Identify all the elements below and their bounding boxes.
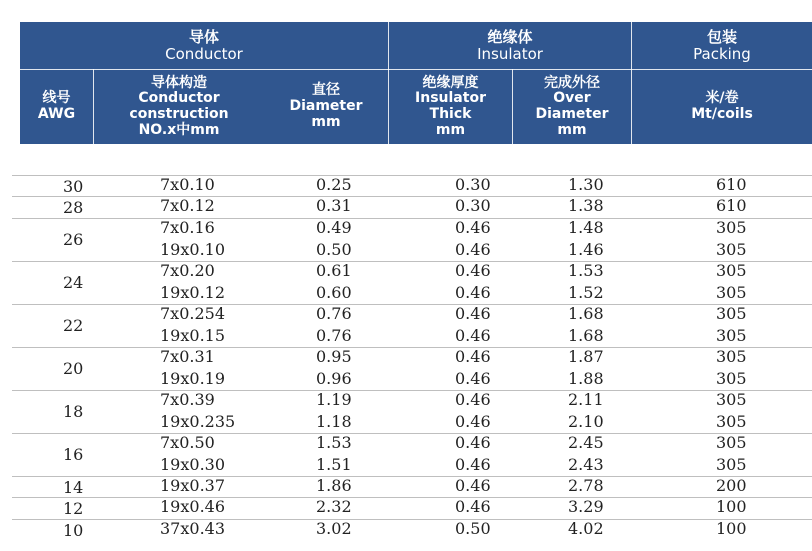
packing-cell: 305: [716, 455, 747, 474]
construction-cell: 7x0.12: [160, 196, 215, 215]
thick-cell: 0.30: [455, 175, 491, 194]
packing-group-zh: 包装: [706, 27, 737, 46]
diameter-cell: 2.32: [316, 497, 352, 516]
diameter-cell: 0.96: [316, 369, 352, 388]
over-cell: 1.68: [568, 304, 604, 323]
row-divider: [12, 196, 812, 197]
insulator-group-zh: 绝缘体: [487, 27, 533, 46]
row-divider: [12, 175, 812, 176]
over-cell: 2.10: [568, 412, 604, 431]
row-divider: [12, 476, 812, 477]
conductor-group-en: Conductor: [165, 44, 243, 63]
thick-cell: 0.46: [455, 433, 491, 452]
construction-cell: 7x0.31: [160, 347, 215, 366]
packing-header-en: Mt/coils: [691, 106, 753, 122]
thick-header-en1: Insulator: [415, 90, 486, 107]
packing-cell: 305: [716, 261, 747, 280]
row-divider: [12, 304, 812, 305]
awg-label: 22: [63, 316, 84, 335]
packing-cell: 305: [716, 326, 747, 345]
over-cell: 1.52: [568, 283, 604, 302]
construction-cell: 7x0.254: [160, 304, 226, 323]
diameter-cell: 0.76: [316, 304, 352, 323]
packing-cell: 305: [716, 412, 747, 431]
over-cell: 2.43: [568, 455, 604, 474]
over-cell: 2.11: [568, 390, 604, 409]
construction-cell: 7x0.16: [160, 218, 215, 237]
awg-label: 26: [63, 230, 84, 249]
thick-header-en2: Thick: [429, 106, 472, 122]
construction-cell: 19x0.10: [160, 240, 226, 259]
over-cell: 1.46: [568, 240, 604, 259]
awg-label: 16: [63, 445, 84, 464]
awg-label: 10: [63, 521, 84, 540]
thick-cell: 0.46: [455, 326, 491, 345]
thick-cell: 0.30: [455, 196, 491, 215]
diameter-cell: 0.60: [316, 283, 352, 302]
over-cell: 2.45: [568, 433, 604, 452]
diameter-cell: 0.76: [316, 326, 352, 345]
diameter-cell: 0.25: [316, 175, 352, 194]
over-cell: 3.29: [568, 497, 604, 516]
construction-cell: 7x0.39: [160, 390, 215, 409]
packing-cell: 305: [716, 240, 747, 259]
construction-cell: 19x0.12: [160, 283, 226, 302]
construction-cell: 37x0.43: [160, 519, 226, 538]
construction-header-en2: construction: [129, 106, 229, 122]
packing-cell: 305: [716, 283, 747, 302]
diameter-header-en1: Diameter: [289, 98, 363, 115]
over-cell: 1.68: [568, 326, 604, 345]
thick-cell: 0.46: [455, 218, 491, 237]
construction-cell: 19x0.19: [160, 369, 226, 388]
over-cell: 1.53: [568, 261, 604, 280]
over-cell: 4.02: [568, 519, 604, 538]
over-header-en1: Over: [553, 90, 591, 107]
packing-cell: 305: [716, 433, 747, 452]
over-header-en3: mm: [557, 121, 587, 138]
awg-label: 14: [63, 478, 84, 497]
row-divider: [12, 433, 812, 434]
packing-cell: 305: [716, 218, 747, 237]
construction-cell: 7x0.10: [160, 175, 215, 194]
diameter-cell: 1.51: [316, 455, 352, 474]
diameter-cell: 0.50: [316, 240, 352, 259]
packing-cell: 305: [716, 369, 747, 388]
over-header-zh: 完成外径: [544, 74, 600, 91]
packing-cell: 100: [716, 497, 747, 516]
packing-cell: 200: [716, 476, 747, 495]
over-cell: 1.87: [568, 347, 604, 366]
thick-cell: 0.46: [455, 240, 491, 259]
packing-cell: 610: [716, 196, 747, 215]
thick-cell: 0.46: [455, 347, 491, 366]
construction-cell: 19x0.46: [160, 497, 226, 516]
construction-cell: 7x0.20: [160, 261, 215, 280]
diameter-cell: 0.49: [316, 218, 352, 237]
packing-cell: 610: [716, 175, 747, 194]
thick-cell: 0.50: [455, 519, 491, 538]
awg-label: 20: [63, 359, 84, 378]
thick-cell: 0.46: [455, 369, 491, 388]
construction-cell: 19x0.15: [160, 326, 226, 345]
packing-header-zh: 米/卷: [705, 90, 739, 107]
thick-cell: 0.46: [455, 455, 491, 474]
thick-cell: 0.46: [455, 497, 491, 516]
awg-header-zh: 线号: [42, 90, 71, 107]
diameter-cell: 1.53: [316, 433, 352, 452]
row-divider: [12, 347, 812, 348]
thick-cell: 0.46: [455, 304, 491, 323]
construction-cell: 19x0.235: [160, 412, 236, 431]
construction-header-en1: Conductor: [138, 90, 220, 107]
packing-cell: 305: [716, 304, 747, 323]
diameter-header-zh: 直径: [312, 82, 340, 99]
packing-cell: 100: [716, 519, 747, 538]
row-divider: [12, 519, 812, 520]
awg-label: 24: [63, 273, 84, 292]
construction-cell: 19x0.30: [160, 455, 226, 474]
construction-cell: 19x0.37: [160, 476, 226, 495]
conductor-group-zh: 导体: [188, 27, 219, 46]
thick-cell: 0.46: [455, 412, 491, 431]
awg-header-en: AWG: [37, 106, 76, 122]
insulator-group-en: Insulator: [477, 44, 543, 63]
thick-cell: 0.46: [455, 261, 491, 280]
over-header-en2: Diameter: [535, 106, 609, 122]
awg-label: 30: [63, 177, 84, 196]
diameter-cell: 1.19: [316, 390, 352, 409]
row-divider: [12, 390, 812, 391]
over-cell: 2.78: [568, 476, 604, 495]
diameter-cell: 0.95: [316, 347, 352, 366]
diameter-header-en2: mm: [311, 113, 341, 130]
diameter-cell: 0.61: [316, 261, 352, 280]
packing-cell: 305: [716, 390, 747, 409]
row-divider: [12, 218, 812, 219]
packing-group-en: Packing: [693, 44, 751, 63]
row-divider: [12, 261, 812, 262]
construction-header-zh: 导体构造: [151, 74, 207, 91]
diameter-cell: 0.31: [316, 196, 352, 215]
thick-cell: 0.46: [455, 283, 491, 302]
thick-header-en3: mm: [435, 121, 466, 138]
over-cell: 1.30: [568, 175, 604, 194]
thick-cell: 0.46: [455, 390, 491, 409]
diameter-cell: 3.02: [316, 519, 352, 538]
awg-label: 12: [63, 499, 84, 518]
awg-label: 18: [63, 402, 84, 421]
construction-cell: 7x0.50: [160, 433, 215, 452]
thick-header-zh: 绝缘厚度: [422, 74, 479, 91]
over-cell: 1.38: [568, 196, 604, 215]
diameter-cell: 1.18: [316, 412, 352, 431]
packing-cell: 305: [716, 347, 747, 366]
over-cell: 1.48: [568, 218, 604, 237]
awg-label: 28: [63, 198, 84, 217]
row-divider: [12, 497, 812, 498]
diameter-cell: 1.86: [316, 476, 352, 495]
over-cell: 1.88: [568, 369, 604, 388]
construction-header-en3: NO.x中mm: [138, 121, 220, 138]
thick-cell: 0.46: [455, 476, 491, 495]
